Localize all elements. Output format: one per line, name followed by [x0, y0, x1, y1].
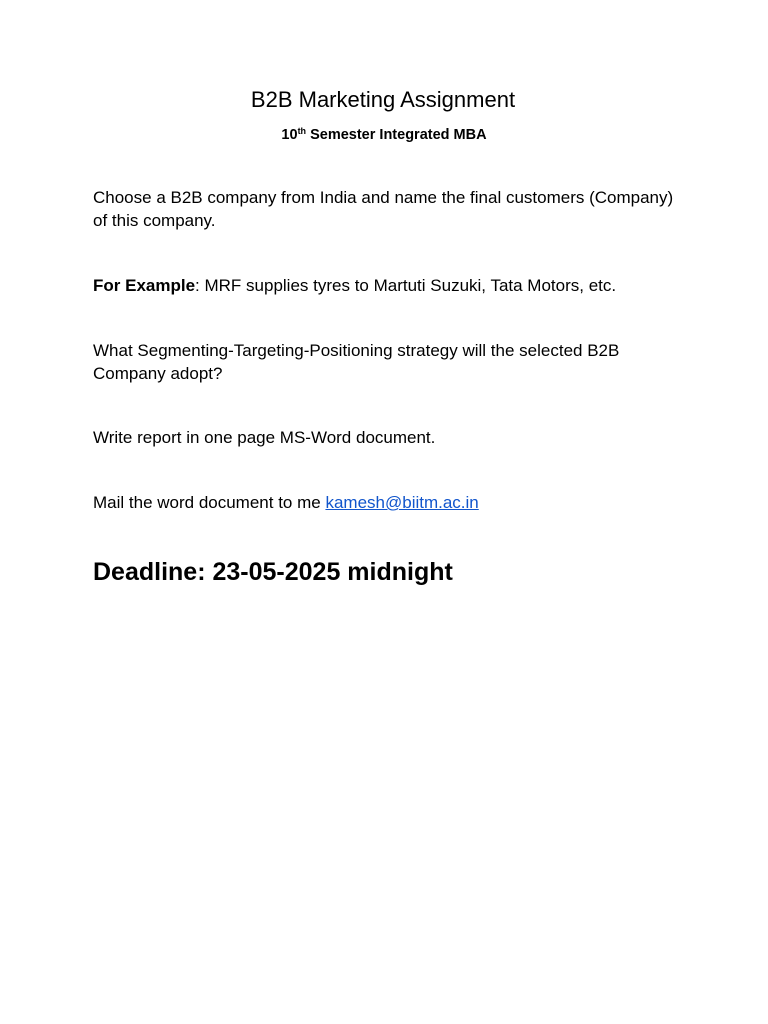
example-label: For Example [93, 276, 196, 295]
subtitle-superscript: th [297, 126, 307, 136]
subtitle-number: 10 [281, 127, 298, 143]
email-link[interactable]: kamesh@biitm.ac.in [325, 493, 479, 512]
deadline-heading: Deadline: 23-05-2025 midnight [93, 558, 453, 586]
example-paragraph [93, 274, 683, 297]
report-format-paragraph: Write report in one page MS-Word document. [93, 428, 436, 447]
mail-paragraph [93, 491, 683, 514]
document-subtitle [0, 125, 768, 145]
subtitle-text: Semester Integrated MBA [306, 127, 487, 143]
document-title: B2B Marketing Assignment [250, 87, 516, 112]
stp-question-paragraph: What Segmenting-Targeting-Positioning strategy will the selected B2B Company adopt? [93, 341, 620, 383]
mail-text: Mail the word document to me [93, 493, 326, 512]
example-text: : MRF supplies tyres to Martuti Suzuki, Tata Motors, etc. [195, 276, 617, 295]
instruction-paragraph: Choose a B2B company from India and name the final customers (Company) of this company. [93, 188, 674, 230]
